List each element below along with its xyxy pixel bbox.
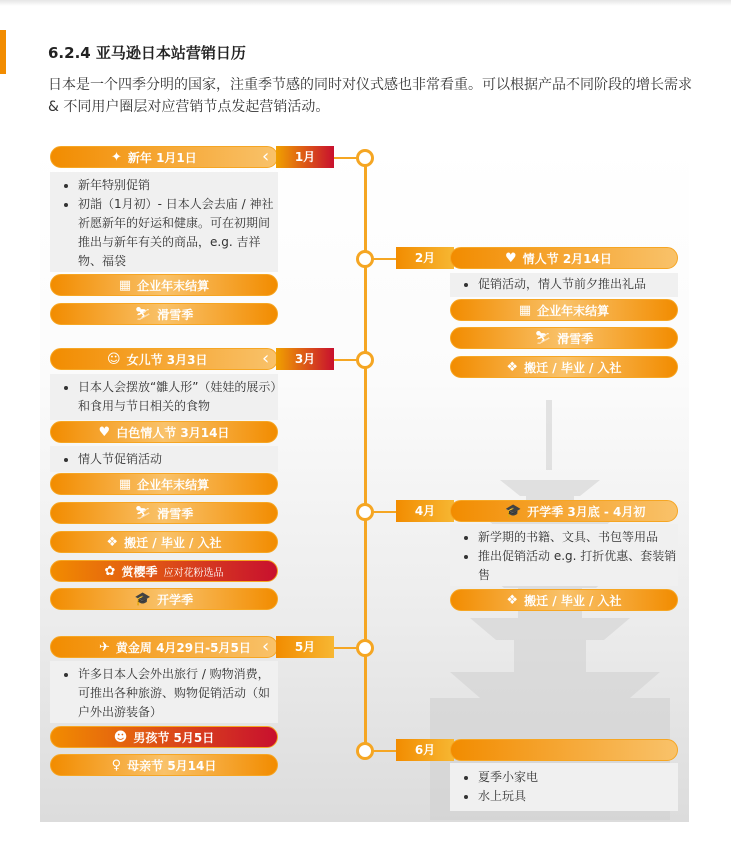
connector-may bbox=[334, 647, 358, 649]
month-may: 5月 bbox=[276, 636, 334, 658]
tag-label: 搬迁 / 毕业 / 入社 bbox=[124, 535, 222, 550]
tag-ski-season bbox=[50, 303, 278, 325]
list-item: • 水上玩具 bbox=[478, 787, 678, 806]
chevron-left-icon: ‹ bbox=[262, 348, 270, 369]
tag-year-end-settlement bbox=[450, 299, 678, 321]
timeline-spine bbox=[364, 157, 367, 749]
boxes-icon: ❖ bbox=[506, 359, 519, 375]
tag-cherry-blossom bbox=[50, 560, 278, 582]
tag-label: 开学季 bbox=[157, 592, 194, 607]
jan-details bbox=[50, 172, 278, 272]
tag-label: 滑雪季 bbox=[157, 307, 194, 322]
event-golden-week-label: 黄金周 4月29日-5月5日 bbox=[115, 640, 251, 655]
tag-label: 企业年末结算 bbox=[537, 303, 610, 318]
connector-jan bbox=[334, 157, 358, 159]
tag-note: 应对花粉选品 bbox=[163, 567, 224, 579]
feb-details bbox=[450, 273, 678, 297]
list-item: • 初詣（1月初）- 日本人会去庙 / 神社祈愿新年的好运和健康。可在初期间推出与新年有关的商品，e.g. 吉祥物、福袋 bbox=[78, 195, 278, 271]
list-item: • 新学期的书籍、文具、书包等用品 bbox=[478, 528, 678, 547]
list-item: • 日本人会摆放“雛人形”（娃娃的展示）和食用与节日相关的食物 bbox=[78, 378, 278, 416]
tag-year-end-settlement bbox=[50, 473, 278, 495]
tag-moving-graduation bbox=[450, 589, 678, 611]
connector-mar bbox=[334, 359, 358, 361]
event-mothers-day bbox=[50, 754, 278, 776]
tag-label: 企业年末结算 bbox=[137, 278, 210, 293]
node-may bbox=[356, 639, 374, 657]
month-jan: 1月 bbox=[276, 146, 334, 168]
event-valentines-day bbox=[450, 247, 678, 269]
jun-header-bar bbox=[450, 739, 678, 761]
doll-icon: ☺ bbox=[107, 351, 121, 367]
tag-ski-season bbox=[450, 327, 678, 349]
skier-icon: ⛷ bbox=[134, 505, 152, 521]
tag-label: 滑雪季 bbox=[557, 331, 594, 346]
calculator-icon: ▦ bbox=[118, 476, 132, 492]
boxes-icon: ❖ bbox=[506, 592, 519, 608]
month-jun: 6月 bbox=[396, 739, 454, 761]
month-mar: 3月 bbox=[276, 348, 334, 370]
event-white-day-label: 白色情人节 3月14日 bbox=[116, 425, 230, 440]
event-girls-day-label: 女儿节 3月3日 bbox=[126, 352, 208, 367]
section-accent-bar bbox=[0, 30, 6, 74]
event-school-start bbox=[450, 500, 678, 522]
list-item: • 夏季小家电 bbox=[478, 768, 678, 787]
tag-year-end-settlement bbox=[50, 274, 278, 296]
heart-icon: ♥ bbox=[505, 250, 517, 266]
airplane-icon: ✈ bbox=[99, 639, 110, 655]
list-item: • 促销活动，情人节前夕推出礼品 bbox=[478, 275, 678, 294]
tag-label: 企业年末结算 bbox=[137, 477, 210, 492]
node-mar bbox=[356, 351, 374, 369]
may-details bbox=[50, 661, 278, 723]
mother-child-icon: ♀ bbox=[111, 757, 122, 773]
tag-label: 搬迁 / 毕业 / 入社 bbox=[524, 360, 622, 375]
event-school-start-label: 开学季 3月底 - 4月初 bbox=[527, 504, 646, 519]
event-girls-day bbox=[50, 348, 278, 370]
list-item: • 新年特别促销 bbox=[78, 176, 278, 195]
section-title: 6.2.4 亚马逊日本站营销日历 bbox=[48, 44, 246, 62]
section-intro: 日本是一个四季分明的国家，注重季节感的同时对仪式感也非常看重。可以根据产品不同阶段的增长需求 & 不同用户圈层对应营销节点发起营销活动。 bbox=[48, 77, 692, 115]
event-valentines-label: 情人节 2月14日 bbox=[522, 251, 612, 266]
mar-details bbox=[50, 374, 278, 420]
chevron-left-icon: ‹ bbox=[262, 146, 270, 167]
event-mothers-day-label: 母亲节 5月14日 bbox=[127, 758, 217, 773]
person-icon: ☻ bbox=[113, 729, 128, 745]
list-item: • 情人节促销活动 bbox=[78, 450, 278, 469]
graduation-cap-icon: 🎓 bbox=[505, 503, 522, 519]
top-divider bbox=[0, 0, 731, 6]
month-feb: 2月 bbox=[396, 247, 454, 269]
graduation-cap-icon: 🎓 bbox=[134, 591, 152, 607]
apr-details bbox=[450, 524, 678, 586]
tag-label: 赏樱季 bbox=[121, 564, 158, 579]
cherry-blossom-icon: ✿ bbox=[104, 563, 116, 579]
skier-icon: ⛷ bbox=[534, 330, 552, 346]
calculator-icon: ▦ bbox=[118, 277, 132, 293]
connector-apr bbox=[372, 511, 396, 513]
list-item: • 许多日本人会外出旅行 / 购物消费，可推出各种旅游、购物促销活动（如户外出游装备） bbox=[78, 665, 278, 722]
event-boys-day bbox=[50, 726, 278, 748]
connector-jun bbox=[372, 750, 396, 752]
boxes-icon: ❖ bbox=[106, 534, 119, 550]
heart-icon: ♥ bbox=[98, 424, 111, 440]
jun-details bbox=[450, 763, 678, 811]
event-boys-day-label: 男孩节 5月5日 bbox=[133, 730, 215, 745]
tag-label: 滑雪季 bbox=[157, 506, 194, 521]
event-new-year bbox=[50, 146, 278, 168]
sparkle-icon: ✦ bbox=[111, 149, 122, 165]
event-golden-week bbox=[50, 636, 278, 658]
skier-icon: ⛷ bbox=[134, 306, 152, 322]
calculator-icon: ▦ bbox=[518, 302, 532, 318]
tag-school-season bbox=[50, 588, 278, 610]
tag-ski-season bbox=[50, 502, 278, 524]
node-jan bbox=[356, 149, 374, 167]
connector-feb bbox=[372, 258, 396, 260]
chevron-left-icon: ‹ bbox=[262, 636, 270, 657]
list-item: • 推出促销活动 e.g. 打折优惠、套装销售 bbox=[478, 547, 678, 585]
tag-label: 搬迁 / 毕业 / 入社 bbox=[524, 593, 622, 608]
white-day-details bbox=[50, 446, 278, 472]
month-apr: 4月 bbox=[396, 500, 454, 522]
tag-moving-graduation bbox=[450, 356, 678, 378]
tag-moving-graduation bbox=[50, 531, 278, 553]
event-new-year-label: 新年 1月1日 bbox=[127, 150, 197, 165]
event-white-day bbox=[50, 421, 278, 443]
